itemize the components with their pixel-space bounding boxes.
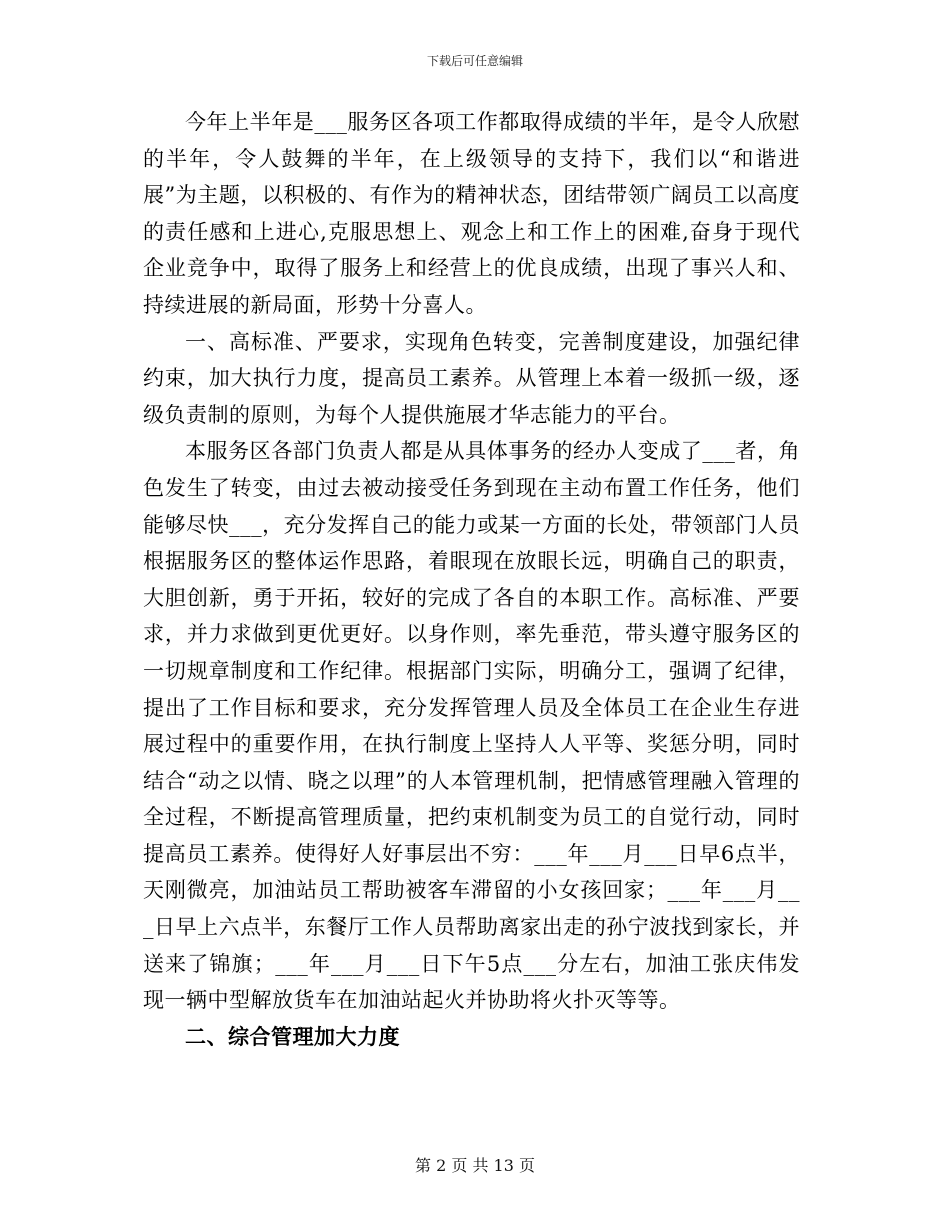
paragraph-department-heads: 本服务区各部门负责人都是从具体事务的经办人变成了___者，角色发生了转变，由过去被动接受任务到现在主动布置工作任务，他们能够尽快___，充分发挥自己的能力或某一方面的长处，带领部门人员根据服务区的整体运作思路，着眼现在放眼长远，明确自己的职责，大胆创新，勇于开拓，较好的完成了各自的本职工作。高标准、严要求，并力求做到更优更好。以身作则，率先垂范，带头遵守服务区的一切规章制度和工作纪律。根据部门实际，明确分工，强调了纪律，提出了工作目标和要求，充分发挥管理人员及全体员工在企业生存进展过程中的重要作用，在执行制度上坚持人人平等、奖惩分明，同时结合“动之以情、晓之以理”的人本管理机制，把情感管理融入管理的全过程，不断提高管理质量，把约束机制变为员工的自觉行动，同时提高员工素养。使得好人好事层出不穷：___年___月___日早6点半，天刚微亮，加油站员工帮助被客车滞留的小女孩回家；___年___月___日早上六点半，东餐厅工作人员帮助离家出走的孙宁波找到家长，并送来了锦旗；___年___月___日下午5点___分左右，加油工张庆伟发现一辆中型解放货车在加油站起火并协助将火扑灭等等。 bbox=[143, 439, 800, 1013]
page-number: 第 2 页 共 13 页 bbox=[415, 1156, 535, 1175]
paragraph-section-one: 一、高标准、严要求，实现角色转变，完善制度建设，加强纪律约束，加大执行力度，提高员工素养。从管理上本着一级抓一级，逐级负责制的原则，为每个人提供施展才华志能力的平台。 bbox=[143, 329, 800, 427]
document-body bbox=[143, 104, 800, 1055]
paragraph-intro: 今年上半年是___服务区各项工作都取得成绩的半年，是令人欣慰的半年，令人鼓舞的半年，在上级领导的支持下，我们以“和谐进展”为主题，以积极的、有作为的精神状态，团结带领广阔员工以高度的责任感和上进心,克服思想上、观念上和工作上的困难,奋身于现代企业竞争中，取得了服务上和经营上的优良成绩，出现了事兴人和、持续进展的新局面，形势十分喜人。 bbox=[143, 110, 800, 317]
page-header: 下载后可任意编辑 bbox=[426, 54, 523, 68]
section-heading: 二、综合管理加大力度 bbox=[185, 1024, 400, 1049]
